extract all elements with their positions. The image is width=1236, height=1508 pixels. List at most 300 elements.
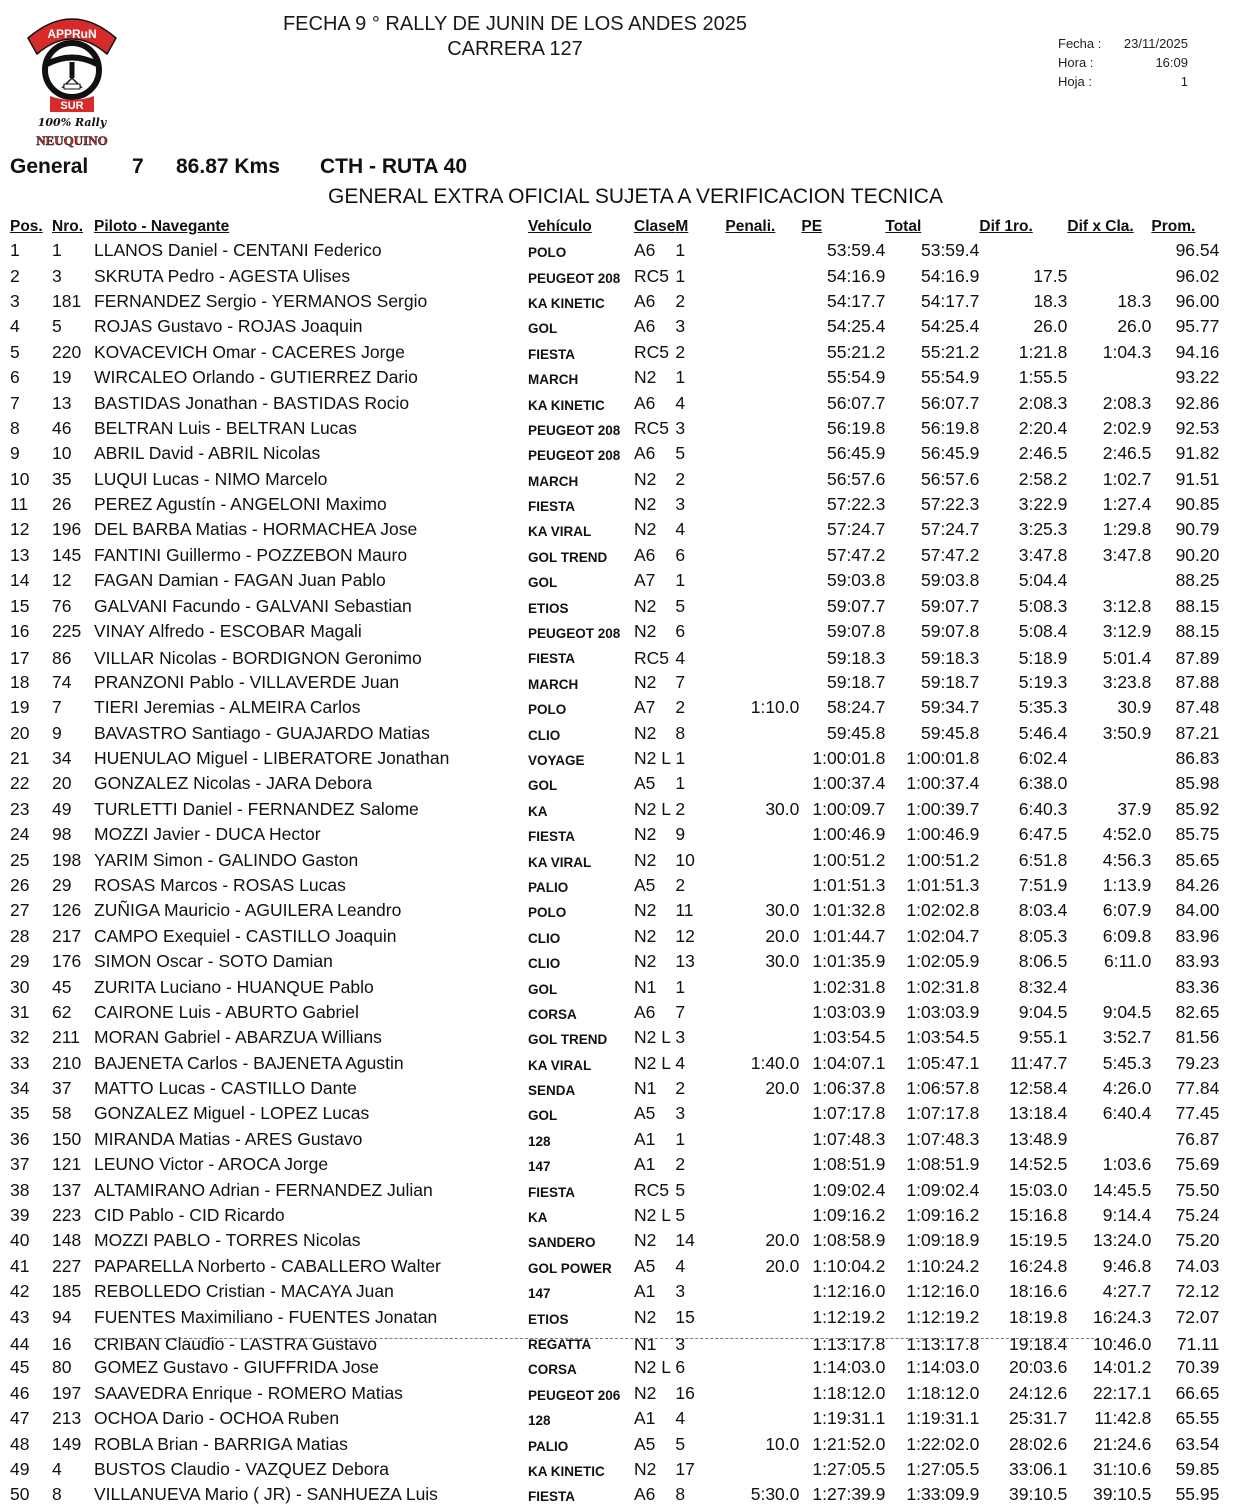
cell-clase: N2 L [634,1205,671,1226]
cell-dif-class: 31:10.6 [1092,1458,1152,1479]
cell-dif-first: 5:18.9 [1018,648,1068,669]
cell-nro: 150 [52,1128,82,1149]
cell-nro: 98 [52,824,72,845]
cell-class-position: 3 [675,494,686,515]
cell-pos: 40 [10,1230,30,1251]
cell-avg: 83.93 [1175,951,1220,972]
cell-pos: 33 [10,1052,30,1073]
cell-penalty [725,390,801,415]
cell-total: 1:01:51.3 [906,874,980,895]
cell-dif-class: 3:52.7 [1102,1027,1152,1048]
col-dif-first: Dif 1ro. [979,218,1033,235]
cell-pos: 11 [10,494,29,515]
table-row [6,314,1219,339]
cell-clase: A6 [634,443,656,464]
hoja-value: 1 [1180,74,1188,89]
table-row [6,1076,1219,1101]
cell-clase: N2 [634,722,657,743]
cell-clase: A1 [634,1281,656,1302]
cell-pe: 1:10:04.2 [812,1255,886,1276]
section-stage: CTH - RUTA 40 [320,155,467,178]
cell-dif-first: 14:52.5 [1008,1154,1068,1175]
cell-crew: YARIM Simon - GALINDO Gaston [94,849,359,870]
cell-nro: 19 [52,367,72,388]
meta-hora [1058,53,1188,72]
cell-crew: WIRCALEO Orlando - GUTIERREZ Dario [94,367,418,388]
cell-pos: 49 [10,1458,30,1479]
cell-dif-first: 11:47.7 [1010,1052,1068,1073]
table-row [6,1482,1219,1507]
cell-total: 54:17.7 [920,290,980,311]
cell-dif-class [1067,746,1151,771]
cell-avg: 76.87 [1175,1128,1220,1149]
cell-penalty [725,492,801,517]
cell-vehicle: GOL [528,981,558,997]
hora-value: 16:09 [1155,55,1188,70]
col-nro: Nro. [52,218,83,235]
cell-avg: 92.53 [1175,417,1220,438]
cell-crew: BUSTOS Claudio - VAZQUEZ Debora [94,1458,390,1479]
cell-class-position: 1 [675,240,686,261]
cell-clase: A1 [634,1154,656,1175]
table-row [6,340,1219,365]
cell-pos: 29 [10,951,30,972]
cell-vehicle: CORSA [528,1006,577,1022]
col-name: Piloto - Navegante [94,218,230,235]
cell-dif-class: 5:45.3 [1102,1052,1152,1073]
cell-class-position: 6 [675,621,686,642]
cell-vehicle: MARCH [528,676,579,692]
cell-avg: 86.83 [1175,748,1220,768]
cell-vehicle: KA KINETIC [528,295,605,311]
cell-total: 1:03:03.9 [906,1001,980,1022]
cell-dif-class: 5:01.4 [1102,648,1152,669]
cell-penalty [725,289,801,314]
cell-clase: A6 [634,1001,656,1022]
cell-nro: 227 [52,1255,82,1276]
table-row [6,390,1219,415]
cell-nro: 29 [52,874,72,895]
cell-pe: 1:01:35.9 [812,951,886,972]
cell-penalty [725,543,801,568]
cell-pos: 16 [10,621,30,642]
cell-pos: 8 [10,417,20,438]
cell-pos: 46 [10,1382,30,1403]
cell-clase: N2 L [634,1052,671,1073]
cell-nro: 217 [52,925,82,946]
cell-clase: N2 [634,671,657,692]
cell-crew: ABRIL David - ABRIL Nicolas [94,443,321,464]
cell-dif-first: 7:51.9 [1018,874,1068,895]
cell-avg: 90.20 [1175,544,1220,565]
cell-class-position: 2 [675,798,686,819]
cell-pe: 54:16.9 [826,265,886,286]
col-dif-class: Dif x Cla. [1067,218,1134,235]
cell-avg: 84.00 [1175,900,1220,921]
cell-avg: 90.85 [1175,494,1220,515]
table-row [6,1431,1219,1456]
cell-crew: FUENTES Maximiliano - FUENTES Jonatan [94,1306,438,1327]
cell-dif-first: 2:08.3 [1018,392,1068,413]
cell-pe: 1:03:03.9 [812,1001,886,1022]
cell-dif-class: 4:56.3 [1102,849,1152,870]
cell-dif-class: 1:02.7 [1102,468,1152,489]
cell-total: 59:03.8 [920,570,980,591]
table-row [6,1025,1219,1050]
steering-wheel-logo-icon [20,8,124,150]
cell-pe: 1:08:58.9 [812,1230,886,1251]
cell-crew: MORAN Gabriel - ABARZUA Willians [94,1027,382,1048]
cell-pe: 1:01:51.3 [812,874,886,895]
cell-vehicle: PEUGEOT 208 [528,270,621,286]
cell-crew: LEUNO Victor - AROCA Jorge [94,1154,329,1175]
cell-penalty: 20.0 [765,925,800,946]
cell-clase: N2 L [634,1027,671,1048]
cell-nro: 58 [52,1103,72,1124]
col-m: M [675,218,689,235]
cell-avg: 79.23 [1175,1052,1220,1073]
cell-total: 1:33:09.9 [906,1484,980,1505]
section-distance: 86.87 Kms [176,155,280,178]
cell-clase: RC5 [634,417,670,438]
cell-dif-class: 30.9 [1117,697,1152,718]
cell-dif-first: 8:03.4 [1018,900,1068,921]
cell-total: 59:18.3 [920,648,980,669]
cell-dif-first [979,238,1067,263]
cell-dif-first: 2:20.4 [1018,417,1068,438]
cell-clase: N2 L [634,798,671,819]
cell-total: 1:00:37.4 [906,773,980,794]
cell-vehicle: 128 [528,1133,551,1149]
cell-dif-class: 2:08.3 [1102,392,1152,413]
cell-clase: N2 L [634,1357,671,1378]
cell-penalty [725,263,801,288]
cell-vehicle: PALIO [528,879,569,895]
cell-pe: 1:00:01.8 [812,748,886,768]
cell-penalty [725,771,801,796]
cell-pos: 12 [10,519,30,540]
cell-crew: TIERI Jeremias - ALMEIRA Carlos [94,697,361,718]
cell-pe: 1:04:07.1 [812,1052,886,1073]
cell-pe: 1:21:52.0 [812,1433,886,1454]
cell-penalty: 30.0 [765,951,800,972]
cell-penalty: 5:30.0 [750,1484,800,1505]
table-row [6,416,1219,441]
table-row [6,1304,1219,1329]
cell-total: 1:10:24.2 [906,1255,980,1276]
cell-crew: SIMON Oscar - SOTO Damian [94,951,333,972]
cell-total: 57:47.2 [920,544,980,565]
cell-nro: 62 [52,1001,72,1022]
cell-nro: 49 [52,798,72,819]
cell-nro: 12 [52,570,72,591]
cell-pos: 27 [10,900,30,921]
cell-crew: GONZALEZ Nicolas - JARA Debora [94,773,373,794]
report-subtitle: CARRERA 127 [447,38,583,60]
cell-crew: BAJENETA Carlos - BAJENETA Agustin [94,1052,404,1073]
cell-pos: 1 [10,240,20,261]
cell-clase: N2 [634,1306,657,1327]
section-number: 7 [132,155,144,178]
cell-pe: 59:07.7 [826,595,886,616]
cell-nro: 8 [52,1484,62,1505]
table-header-row [6,216,1219,238]
cell-dif-class: 9:04.5 [1102,1001,1152,1022]
cell-avg: 83.96 [1175,925,1220,946]
cell-total: 57:24.7 [920,519,980,540]
cell-pos: 17 [10,648,30,669]
cell-clase: N2 [634,468,657,489]
col-clase: Clase [634,218,676,235]
cell-pos: 9 [10,443,20,464]
cell-dif-class: 18.3 [1117,290,1152,311]
cell-vehicle: GOL [528,575,558,591]
cell-nro: 121 [52,1154,82,1175]
cell-penalty [725,314,801,339]
cell-pe: 1:06:37.8 [812,1078,886,1099]
table-row [6,695,1219,720]
cell-clase: A6 [634,316,656,337]
cell-class-position: 3 [675,316,686,337]
table-row [6,1152,1219,1177]
cell-pe: 57:24.7 [826,519,886,540]
cell-pe: 1:03:54.5 [812,1027,886,1048]
cell-total: 1:03:54.5 [906,1027,980,1048]
table-row [6,543,1219,568]
cell-nro: 45 [52,976,72,997]
cell-vehicle: PEUGEOT 208 [528,448,621,464]
col-avg: Prom. [1151,218,1196,235]
cell-dif-first: 3:47.8 [1018,544,1068,565]
table-row [6,898,1219,923]
cell-clase: RC5 [634,265,670,286]
cell-pe: 54:25.4 [826,316,886,337]
cell-vehicle: CLIO [528,956,561,972]
table-row [6,949,1219,974]
cell-dif-first: 5:04.4 [1018,570,1068,591]
cell-dif-first: 2:46.5 [1018,443,1068,464]
table-row [6,771,1219,796]
cell-vehicle: GOL [528,1108,558,1124]
cell-penalty [725,365,801,390]
cell-class-position: 17 [675,1458,695,1479]
cell-avg: 85.92 [1175,798,1220,819]
cell-pe: 54:17.7 [826,290,886,311]
table-row [6,593,1219,618]
cell-vehicle: FIESTA [528,651,575,667]
table-row [6,1406,1219,1431]
cell-clase: A1 [634,1128,656,1149]
table-row [6,847,1219,872]
cell-pos: 13 [10,544,30,565]
cell-dif-class: 26.0 [1117,316,1152,337]
cell-class-position: 13 [675,951,695,972]
cell-crew: GOMEZ Gustavo - GIUFFRIDA Jose [94,1357,379,1378]
cell-pe: 1:18:12.0 [812,1382,886,1403]
cell-dif-class: 6:11.0 [1104,951,1152,972]
logo-bottom-text: SUR [60,100,84,112]
cell-penalty [725,1406,801,1431]
cell-nro: 4 [52,1458,62,1479]
cell-total: 53:59.4 [920,240,980,261]
cell-pe: 1:07:48.3 [812,1128,886,1149]
cell-nro: 76 [52,595,72,616]
cell-penalty [725,1381,801,1406]
cell-dif-class [1067,263,1151,288]
cell-nro: 10 [52,443,72,464]
cell-clase: N2 [634,951,657,972]
cell-penalty [725,1101,801,1126]
cell-clase: A1 [634,1408,656,1429]
cell-vehicle: SENDA [528,1083,576,1099]
cell-crew: BASTIDAS Jonathan - BASTIDAS Rocio [94,392,410,413]
cell-pe: 1:19:31.1 [812,1408,886,1429]
cell-clase: N2 [634,1458,657,1479]
cell-total: 1:09:02.4 [906,1179,980,1200]
cell-total: 1:00:39.7 [906,798,980,819]
cell-class-position: 12 [675,925,695,946]
cell-dif-class: 6:40.4 [1102,1103,1152,1124]
cell-dif-first: 15:16.8 [1008,1205,1068,1226]
cell-penalty [725,619,801,644]
col-vehicle: Vehículo [528,218,592,235]
cell-vehicle: 147 [528,1159,551,1175]
cell-penalty [725,517,801,542]
cell-crew: ROJAS Gustavo - ROJAS Joaquin [94,316,363,337]
cell-clase: N2 [634,900,657,921]
cell-nro: 211 [52,1027,80,1048]
cell-total: 55:54.9 [920,367,980,388]
cell-total: 1:06:57.8 [906,1078,980,1099]
cell-crew: MOZZI PABLO - TORRES Nicolas [94,1230,361,1251]
cell-penalty: 20.0 [765,1230,800,1251]
table-row [6,568,1219,593]
cell-avg: 82.65 [1175,1001,1220,1022]
cell-avg: 96.02 [1175,265,1220,286]
cell-dif-first: 19:18.4 [1008,1333,1068,1354]
cell-crew: MIRANDA Matias - ARES Gustavo [94,1128,363,1149]
cell-class-position: 1 [675,1128,686,1149]
table-row [6,1203,1219,1228]
cell-pe: 1:27:39.9 [812,1484,886,1505]
cell-class-position: 8 [675,1484,686,1505]
cell-pos: 42 [10,1281,30,1302]
col-pe: PE [801,218,823,235]
cell-pos: 50 [10,1484,30,1505]
cell-vehicle: VOYAGE [528,753,585,768]
cell-crew: VINAY Alfredo - ESCOBAR Magali [94,621,362,642]
cell-pos: 25 [10,849,30,870]
cell-dif-class [1067,365,1151,390]
cell-class-position: 4 [675,1255,686,1276]
cell-total: 1:02:31.8 [906,976,980,997]
cell-dif-first: 24:12.6 [1008,1382,1068,1403]
cell-avg: 71.11 [1176,1333,1220,1354]
cell-class-position: 5 [675,595,686,616]
cell-clase: A7 [634,697,656,718]
cell-crew: FAGAN Damian - FAGAN Juan Pablo [94,570,386,591]
cell-avg: 87.48 [1175,697,1220,718]
footer-divider [94,1338,1094,1339]
cell-dif-class: 6:09.8 [1102,925,1152,946]
cell-class-position: 4 [675,392,686,413]
report-meta [1058,34,1188,91]
cell-dif-first: 13:18.4 [1008,1103,1068,1124]
cell-total: 59:34.7 [920,697,980,718]
cell-class-position: 2 [675,874,686,895]
cell-nro: 185 [52,1281,82,1302]
cell-clase: RC5 [634,648,670,669]
cell-class-position: 4 [675,648,686,669]
cell-nro: 37 [52,1078,72,1099]
cell-nro: 145 [52,544,82,565]
cell-crew: MOZZI Javier - DUCA Hector [94,824,321,845]
cell-avg: 75.50 [1175,1179,1220,1200]
cell-penalty [725,416,801,441]
cell-nro: 3 [52,265,62,286]
cell-class-position: 1 [675,265,686,286]
cell-dif-first: 1:21.8 [1018,341,1068,362]
cell-nro: 181 [52,290,82,311]
results-table [6,216,1219,1508]
cell-clase: A5 [634,874,656,895]
cell-nro: 16 [52,1333,72,1354]
cell-pos: 15 [10,595,30,616]
cell-clase: N2 [634,519,657,540]
cell-pos: 18 [10,671,30,692]
cell-pos: 35 [10,1103,30,1124]
table-row [6,1051,1219,1076]
cell-penalty [725,467,801,492]
cell-total: 1:12:16.0 [906,1281,980,1302]
cell-dif-class: 4:52.0 [1102,824,1152,845]
cell-class-position: 7 [675,1001,686,1022]
cell-class-position: 4 [675,1408,686,1429]
cell-pe: 1:09:16.2 [812,1205,886,1226]
cell-dif-first: 6:40.3 [1018,798,1068,819]
cell-vehicle: GOL [528,321,558,337]
cell-dif-class: 3:50.9 [1102,722,1152,743]
cell-crew: MATTO Lucas - CASTILLO Dante [94,1078,357,1099]
cell-dif-first: 26.0 [1033,316,1068,337]
cell-total: 1:00:46.9 [906,824,980,845]
meta-hoja [1058,72,1188,91]
cell-total: 1:14:03.0 [906,1357,980,1378]
cell-avg: 87.88 [1175,671,1220,692]
cell-penalty [725,1025,801,1050]
cell-total: 1:02:05.9 [906,951,980,972]
cell-vehicle: KA KINETIC [528,397,605,413]
cell-dif-class: 39:10.5 [1092,1484,1152,1505]
cell-class-position: 16 [675,1382,695,1403]
cell-clase: N2 [634,595,657,616]
cell-pos: 28 [10,925,30,946]
cell-vehicle: GOL TREND [528,549,608,565]
cell-pos: 45 [10,1357,30,1378]
cell-pe: 1:14:03.0 [812,1357,886,1378]
cell-pos: 7 [10,392,20,413]
cell-avg: 81.56 [1175,1027,1220,1048]
cell-dif-class: 1:03.6 [1102,1154,1152,1175]
cell-vehicle: MARCH [528,372,579,388]
table-row [6,289,1219,314]
cell-total: 1:00:01.8 [906,748,980,768]
cell-pos: 2 [10,265,20,286]
cell-dif-class: 14:01.2 [1092,1357,1152,1378]
cell-clase: A5 [634,1433,656,1454]
cell-class-position: 1 [675,976,686,997]
cell-dif-first: 5:08.3 [1018,595,1068,616]
